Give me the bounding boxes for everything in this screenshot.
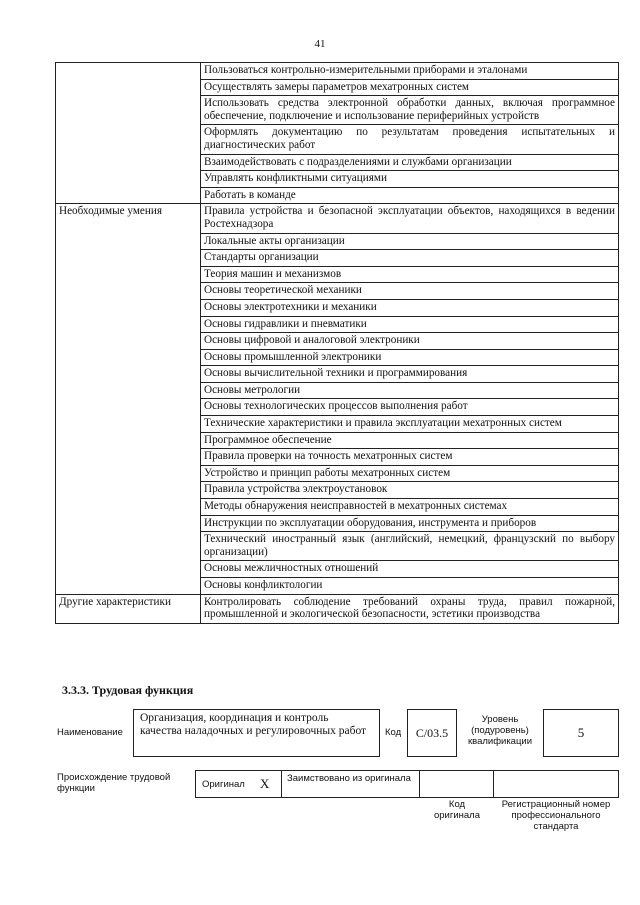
knowledge-item: Правила проверки на точность мехатронных систем bbox=[201, 449, 619, 466]
knowledge-item: Теория машин и механизмов bbox=[201, 266, 619, 283]
level-label: Уровень (подуровень) квалификации bbox=[467, 714, 533, 747]
skills-label-cell bbox=[56, 63, 201, 204]
knowledge-item: Устройство и принцип работы мехатронных систем bbox=[201, 465, 619, 482]
level-value: 5 bbox=[577, 725, 585, 740]
knowledge-item: Инструкции по эксплуатации оборудования, инструмента и приборов bbox=[201, 515, 619, 532]
knowledge-item: Основы метрологии bbox=[201, 382, 619, 399]
knowledge-item: Основы технологических процессов выполнения работ bbox=[201, 399, 619, 416]
knowledge-item: Основы вычислительной техники и программирования bbox=[201, 366, 619, 383]
skill-item: Осуществлять замеры параметров мехатронных систем bbox=[201, 79, 619, 96]
knowledge-item: Основы теоретической механики bbox=[201, 283, 619, 300]
knowledge-item: Правила устройства и безопасной эксплуатации объектов, находящихся в ведении Ростехнадзора bbox=[201, 204, 619, 233]
name-label: Наименование bbox=[57, 727, 123, 738]
original-cell bbox=[195, 770, 282, 798]
other-characteristics-text: Контролировать соблюдение требований охраны труда, правил пожарной, промышленной и экологической безопасности, эстетики производства bbox=[201, 594, 619, 623]
borrowed-label: Заимствовано из оригинала bbox=[287, 773, 411, 784]
code-value-box bbox=[407, 709, 457, 757]
code-label: Код bbox=[385, 727, 402, 738]
skills-knowledge-table bbox=[55, 62, 619, 624]
other-characteristics-label: Другие характеристики bbox=[56, 594, 201, 623]
skill-item: Управлять конфликтными ситуациями bbox=[201, 171, 619, 188]
knowledge-item: Основы гидравлики и пневматики bbox=[201, 316, 619, 333]
knowledge-item: Основы межличностных отношений bbox=[201, 561, 619, 578]
table-row bbox=[56, 594, 619, 623]
original-label: Оригинал bbox=[202, 779, 245, 790]
reg-number-cell bbox=[493, 770, 619, 798]
skill-item: Работать в команде bbox=[201, 187, 619, 204]
knowledge-item: Основы конфликтологии bbox=[201, 578, 619, 595]
section-title: 3.3.3. Трудовая функция bbox=[62, 683, 194, 697]
knowledge-label: Необходимые умения bbox=[56, 204, 201, 594]
reg-number-label: Регистрационный номер профессионального стандарта bbox=[501, 799, 611, 832]
table-row bbox=[56, 63, 619, 80]
knowledge-item: Правила устройства электроустановок bbox=[201, 482, 619, 499]
knowledge-item: Стандарты организации bbox=[201, 250, 619, 267]
level-value-box bbox=[543, 709, 619, 757]
knowledge-item: Методы обнаружения неисправностей в мехатронных системах bbox=[201, 499, 619, 516]
code-original-label: Код оригинала bbox=[433, 799, 480, 821]
original-mark: X bbox=[260, 776, 270, 791]
skill-item: Взаимодействовать с подразделениями и службами организации bbox=[201, 154, 619, 171]
knowledge-item: Технические характеристики и правила эксплуатации мехатронных систем bbox=[201, 416, 619, 433]
code-original-cell bbox=[419, 770, 494, 798]
function-name-box bbox=[133, 709, 380, 757]
skill-item: Использовать средства электронной обработки данных, включая программное обеспечение, подключение и использование периферийных устройств bbox=[201, 96, 619, 125]
skill-item: Оформлять документацию по результатам проведения испытательных и диагностических работ bbox=[201, 125, 619, 154]
page-number: 41 bbox=[314, 38, 326, 50]
knowledge-item: Программное обеспечение bbox=[201, 432, 619, 449]
borrowed-cell bbox=[281, 770, 420, 798]
knowledge-item: Основы промышленной электроники bbox=[201, 349, 619, 366]
knowledge-item: Технический иностранный язык (английский, немецкий, французский по выбору организации) bbox=[201, 532, 619, 561]
origin-label: Происхождение трудовой функции bbox=[57, 772, 171, 794]
knowledge-item: Локальные акты организации bbox=[201, 233, 619, 250]
code-value: C/03.5 bbox=[415, 726, 449, 740]
knowledge-item: Основы электротехники и механики bbox=[201, 299, 619, 316]
table-row bbox=[56, 204, 619, 233]
knowledge-item: Основы цифровой и аналоговой электроники bbox=[201, 333, 619, 350]
function-name-value: Организация, координация и контроль качества наладочных и регулировочных работ bbox=[140, 712, 367, 737]
skill-item: Пользоваться контрольно-измерительными приборами и эталонами bbox=[201, 63, 619, 80]
